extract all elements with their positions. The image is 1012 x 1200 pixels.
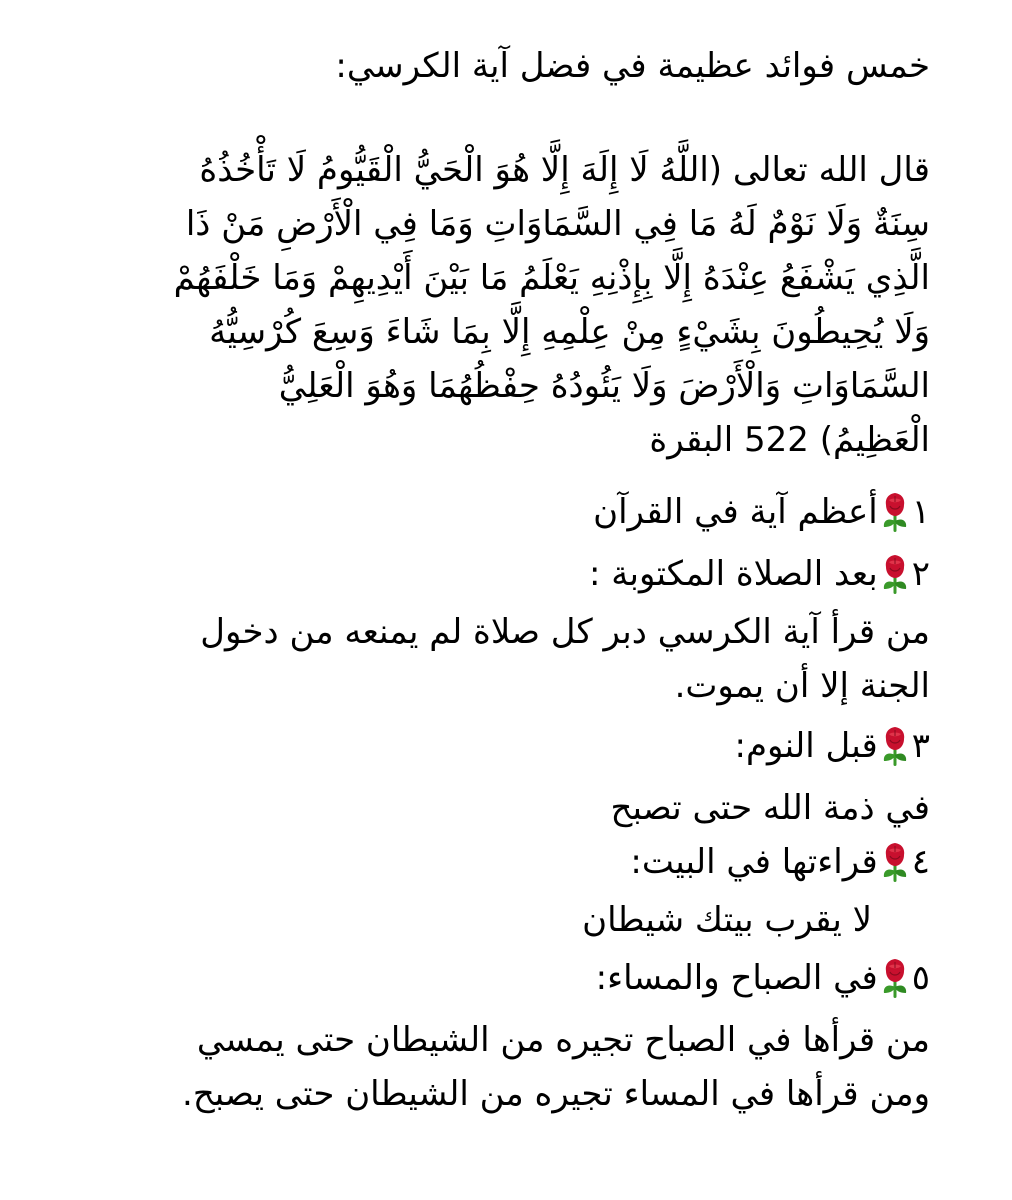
benefit-number: ٢ bbox=[911, 554, 930, 594]
benefit-2-heading bbox=[589, 552, 930, 596]
benefit-1-heading bbox=[593, 490, 930, 534]
verse-line-2: سِنَةٌ وَلَا نَوْمٌ لَهُ مَا فِي السَّمَاوَاتِ وَمَا فِي الْأَرْضِ مَنْ ذَا bbox=[185, 204, 930, 244]
benefit-3-body-line-1: في ذمة الله حتى تصبح bbox=[610, 788, 930, 828]
benefit-5-heading bbox=[596, 956, 930, 1000]
benefit-2-body-line-2: الجنة إلا أن يموت. bbox=[674, 666, 930, 706]
rose-icon bbox=[880, 956, 910, 1000]
benefit-title: قبل النوم: bbox=[734, 726, 878, 766]
rose-icon bbox=[880, 552, 910, 596]
verse-line-1: قال الله تعالى (اللَّهُ لَا إِلَهَ إِلَّا هُوَ الْحَيُّ الْقَيُّومُ لَا تَأْخُذُهُ bbox=[199, 150, 930, 190]
benefit-number: ٥ bbox=[911, 958, 930, 998]
benefit-5-body-line-2: ومن قرأها في المساء تجيره من الشيطان حتى يصبح. bbox=[182, 1074, 930, 1114]
benefit-title: بعد الصلاة المكتوبة : bbox=[589, 554, 878, 594]
verse-line-3: الَّذِي يَشْفَعُ عِنْدَهُ إِلَّا بِإِذْنِهِ يَعْلَمُ مَا بَيْنَ أَيْدِيهِمْ وَمَا خَلْفَهُمْ bbox=[173, 258, 930, 298]
rose-icon bbox=[880, 490, 910, 534]
benefit-2-body-line-1: من قرأ آية الكرسي دبر كل صلاة لم يمنعه من دخول bbox=[200, 612, 930, 652]
verse-line-4: وَلَا يُحِيطُونَ بِشَيْءٍ مِنْ عِلْمِهِ إِلَّا بِمَا شَاءَ وَسِعَ كُرْسِيُّهُ bbox=[209, 312, 930, 352]
benefit-title: في الصباح والمساء: bbox=[595, 958, 878, 998]
rose-icon bbox=[880, 724, 910, 768]
benefit-4-heading bbox=[630, 840, 930, 884]
benefit-3-heading bbox=[735, 724, 930, 768]
benefit-number: ٣ bbox=[911, 726, 930, 766]
benefit-5-body-line-1: من قرأها في الصباح تجيره من الشيطان حتى يمسي bbox=[196, 1020, 930, 1060]
verse-line-6: الْعَظِيمُ) 522 البقرة bbox=[649, 420, 930, 460]
benefit-title: أعظم آية في القرآن bbox=[593, 492, 878, 532]
benefit-number: ٤ bbox=[911, 842, 930, 882]
benefit-4-body-line-1: لا يقرب بيتك شيطان bbox=[582, 900, 872, 940]
verse-line-5: السَّمَاوَاتِ وَالْأَرْضَ وَلَا يَئُودُهُ حِفْظُهُمَا وَهُوَ الْعَلِيُّ bbox=[278, 366, 930, 406]
benefit-number: ١ bbox=[911, 492, 930, 532]
page-title: خمس فوائد عظيمة في فضل آية الكرسي: bbox=[335, 46, 930, 86]
benefit-title: قراءتها في البيت: bbox=[630, 842, 878, 882]
rose-icon bbox=[880, 840, 910, 884]
